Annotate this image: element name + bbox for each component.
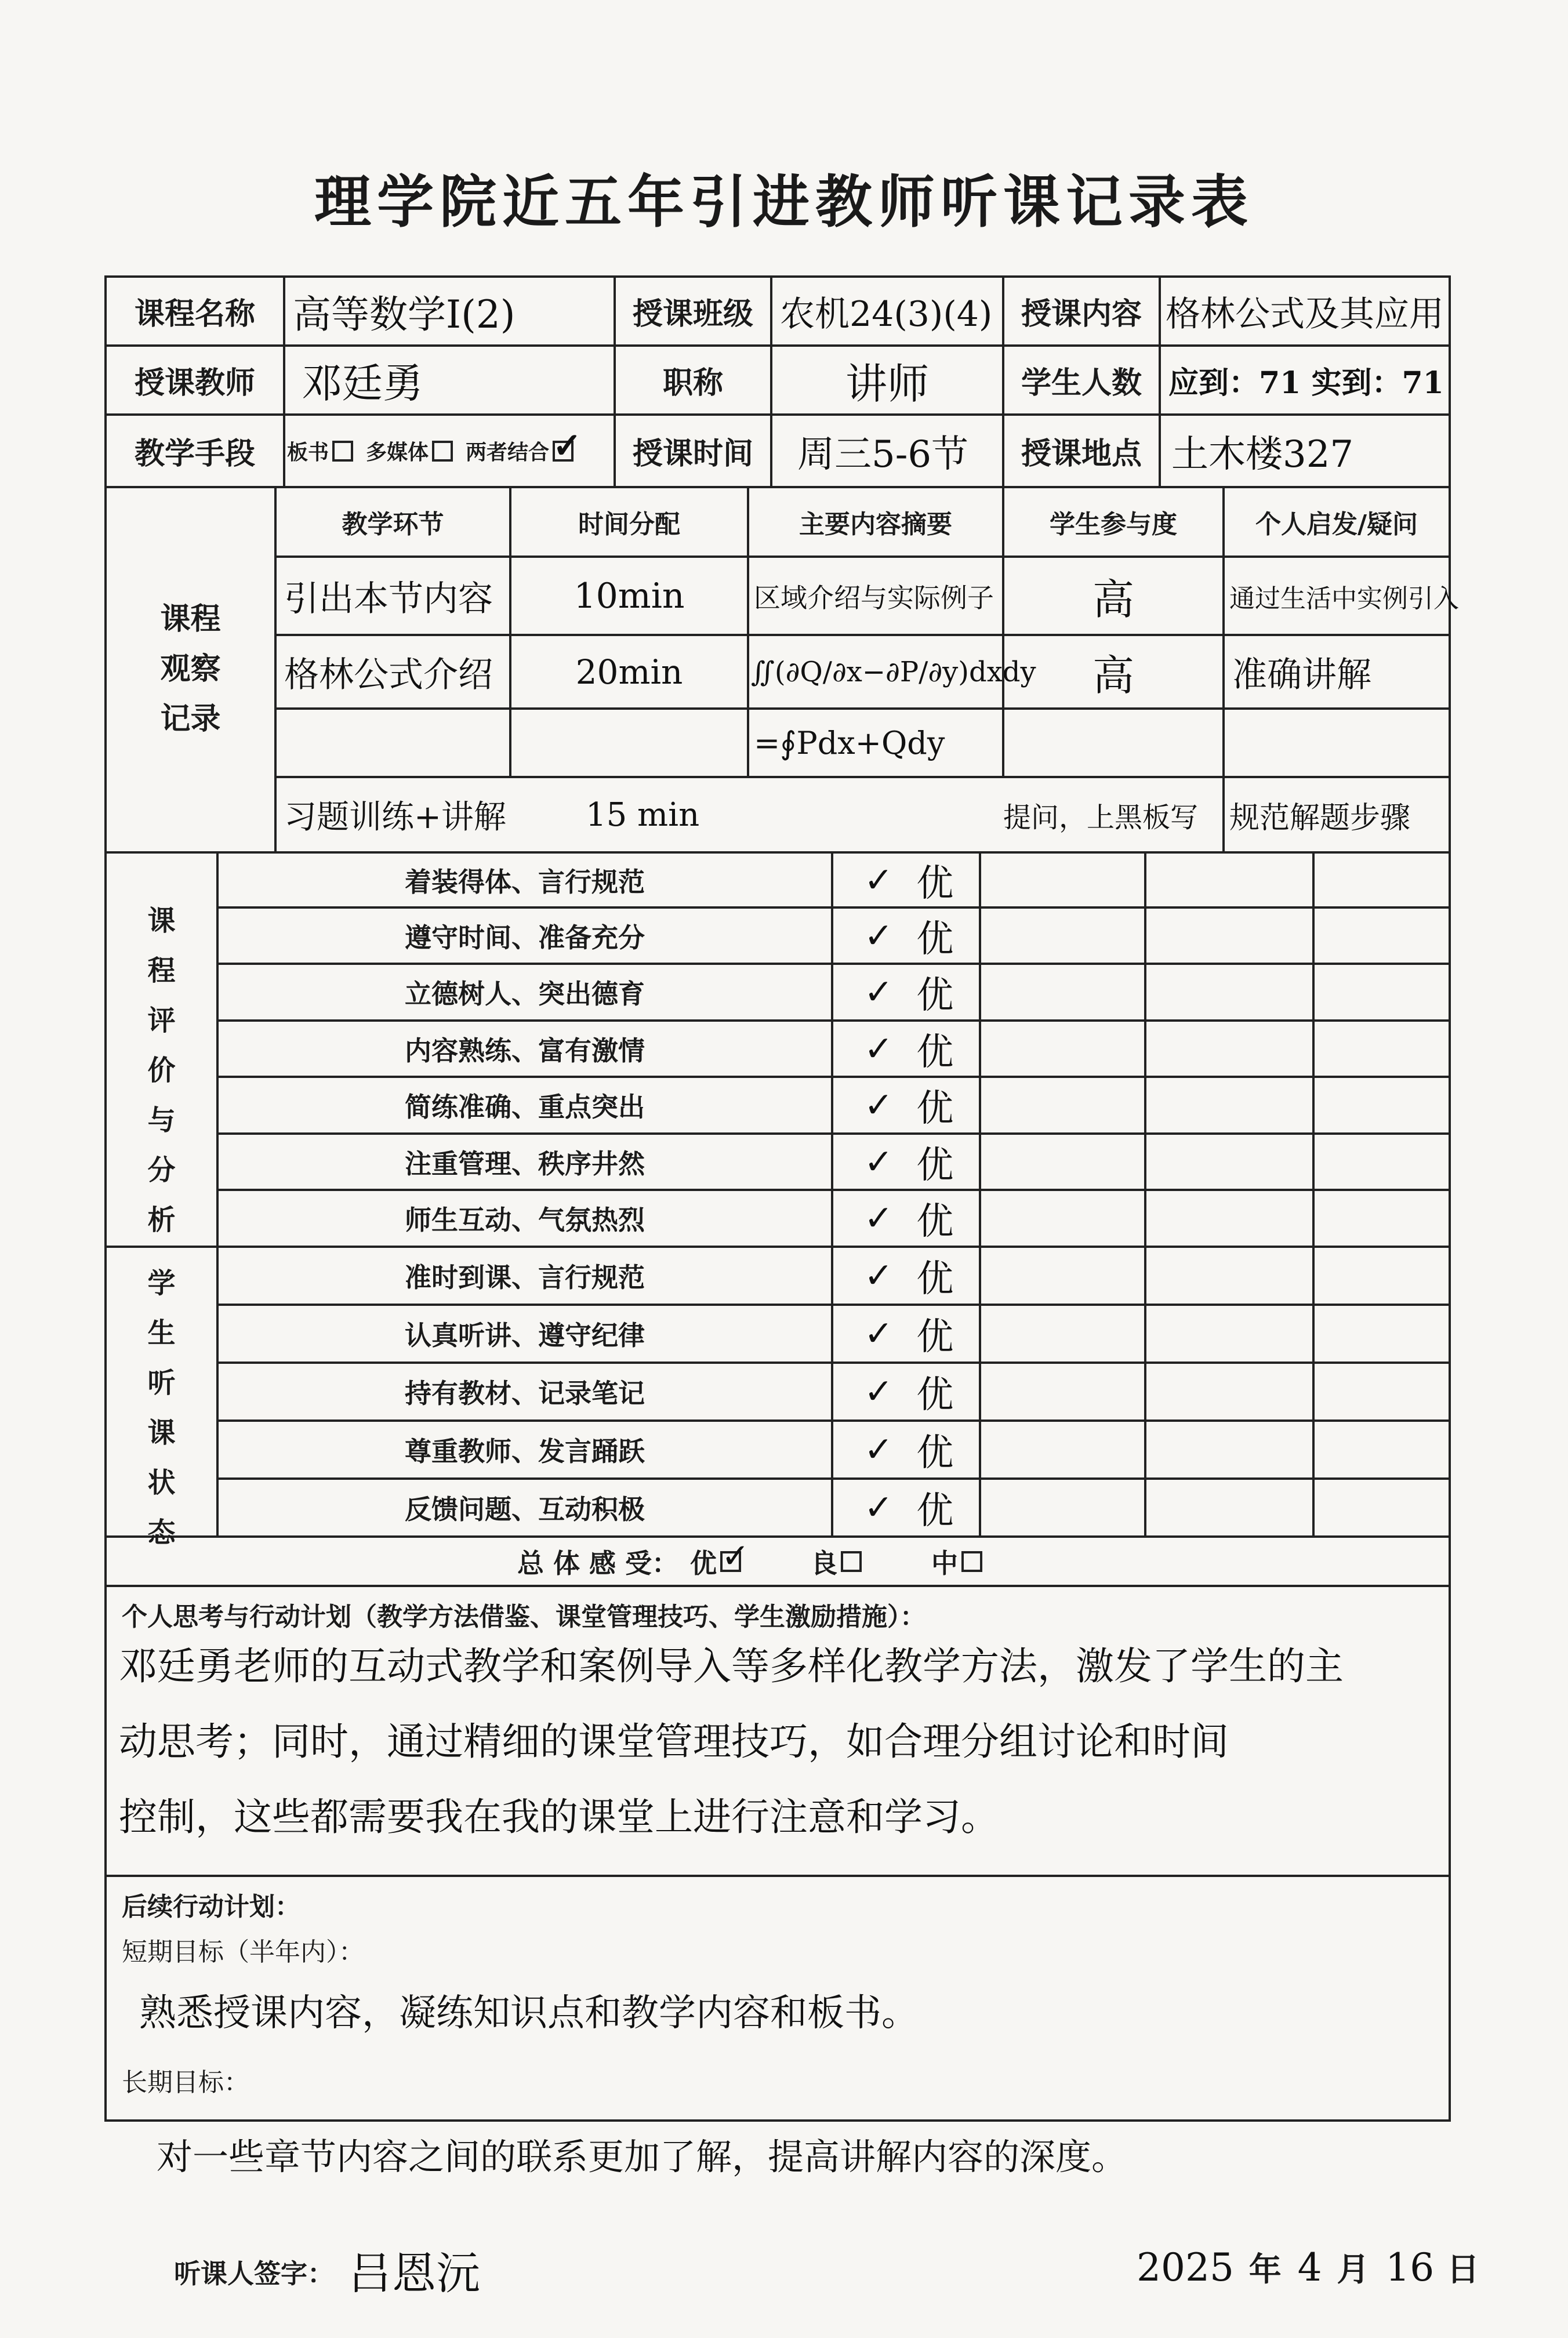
evaluation-item-5: 简练准确、重点突出 bbox=[405, 1091, 645, 1123]
content-value: 格林公式及其应用 bbox=[1166, 293, 1444, 335]
course-name-label: 课程名称 bbox=[134, 297, 255, 332]
short-term-value: 熟悉授课内容，凝练知识点和教学内容和板书。 bbox=[139, 1992, 919, 2035]
class-value: 农机24(3)(4) bbox=[780, 293, 993, 335]
date-day: 16 bbox=[1385, 2245, 1435, 2290]
evaluation-section-label: 课 程 评 价 与 分 析 bbox=[147, 905, 176, 1236]
place-label: 授课地点 bbox=[1021, 437, 1142, 471]
col-header-stage: 教学环节 bbox=[342, 510, 444, 539]
student-state-item-3-check: ✓ 优 bbox=[864, 1371, 954, 1417]
overall-opt-mid: 中 bbox=[931, 1547, 959, 1579]
overall-opt-fine: 良 bbox=[811, 1547, 838, 1579]
students-label: 学生人数 bbox=[1021, 366, 1142, 401]
obs-row-3-stage bbox=[284, 709, 510, 777]
student-state-section-label: 学 生 听 课 状 态 bbox=[147, 1267, 176, 1549]
reflection-label: 个人思考与行动计划（教学方法借鉴、课堂管理技巧、学生激励措施）： bbox=[122, 1602, 925, 1632]
form-title: 理学院近五年引进教师听课记录表 bbox=[314, 169, 1254, 235]
evaluation-item-6-check: ✓ 优 bbox=[864, 1141, 954, 1187]
means-option-media: 多媒体 bbox=[366, 441, 429, 464]
col-header-participation: 学生参与度 bbox=[1050, 510, 1177, 539]
student-state-item-5: 反馈问题、互动积极 bbox=[405, 1494, 645, 1525]
signer-label: 听课人签字： bbox=[174, 2258, 334, 2289]
obs-row-2-note: 准确讲解 bbox=[1232, 654, 1371, 695]
obs-row-2-summary: ∬(∂Q/∂x−∂P/∂y)dxdy bbox=[751, 655, 1036, 688]
evaluation-item-5-check: ✓ 优 bbox=[864, 1085, 954, 1130]
overall-check-mark: ✓ bbox=[721, 1535, 750, 1575]
obs-row-4-stage: 习题训练+讲解 bbox=[284, 798, 506, 836]
evaluation-item-2-check: ✓ 优 bbox=[864, 915, 954, 961]
means-checkbox-media[interactable] bbox=[432, 441, 453, 462]
long-term-label: 长期目标： bbox=[122, 2068, 249, 2097]
overall-opt-good: 优 bbox=[690, 1547, 717, 1579]
signed-date bbox=[1137, 2244, 1479, 2290]
obs-row-4-note: 规范解题步骤 bbox=[1229, 800, 1411, 836]
obs-row-4-time: 15 min bbox=[586, 796, 700, 834]
obs-row-4-participation: 提问，上黑板写 bbox=[1003, 801, 1199, 834]
evaluation-item-7-check: ✓ 优 bbox=[864, 1198, 954, 1243]
reflection-line-3: 控制，这些都需要我在我的课堂上进行注意和学习。 bbox=[119, 1795, 999, 1839]
evaluation-item-4: 内容熟练、富有激情 bbox=[405, 1034, 645, 1066]
overall-checkbox-mid[interactable] bbox=[961, 1551, 982, 1572]
evaluation-item-4-check: ✓ 优 bbox=[864, 1028, 954, 1074]
title-label: 职称 bbox=[662, 366, 723, 401]
student-state-item-2: 认真听讲、遵守纪律 bbox=[405, 1320, 645, 1351]
overall-label: 总 体 感 受： bbox=[517, 1547, 679, 1579]
obs-row-3-note bbox=[1229, 709, 1450, 777]
date-year: 2025 bbox=[1137, 2245, 1234, 2290]
evaluation-item-3-check: ✓ 优 bbox=[864, 972, 954, 1017]
student-state-item-1-check: ✓ 优 bbox=[864, 1255, 954, 1301]
student-state-item-4-check: ✓ 优 bbox=[864, 1429, 954, 1475]
short-term-label: 短期目标（半年内）： bbox=[122, 1937, 364, 1967]
obs-row-1-stage: 引出本节内容 bbox=[284, 578, 493, 619]
reflection-line-2: 动思考；同时，通过精细的课堂管理技巧，如合理分组讨论和时间 bbox=[119, 1719, 1229, 1764]
obs-row-1-summary: 区域介绍与实际例子 bbox=[754, 582, 994, 613]
place-value: 土木楼327 bbox=[1171, 433, 1354, 476]
time-value: 周三5-6节 bbox=[797, 433, 969, 476]
student-state-item-3: 持有教材、记录笔记 bbox=[405, 1378, 645, 1409]
obs-row-2-time: 20min bbox=[575, 652, 683, 692]
student-state-item-2-check: ✓ 优 bbox=[864, 1313, 954, 1359]
evaluation-item-6: 注重管理、秩序井然 bbox=[405, 1148, 645, 1179]
means-options bbox=[287, 415, 615, 487]
evaluation-item-2: 遵守时间、准备充分 bbox=[405, 921, 645, 953]
overall-row bbox=[106, 1537, 1450, 1586]
evaluation-item-7: 师生互动、气氛热烈 bbox=[405, 1204, 645, 1236]
date-month-unit: 月 bbox=[1337, 2251, 1370, 2289]
obs-row-3-summary: =∮Pdx+Qdy bbox=[754, 724, 945, 761]
student-state-item-1: 准时到课、言行规范 bbox=[405, 1262, 645, 1293]
evaluation-item-3: 立德树人、突出德育 bbox=[405, 978, 645, 1010]
title-value: 讲师 bbox=[845, 359, 929, 408]
obs-row-1-time: 10min bbox=[574, 575, 685, 616]
students-value: 应到：71 实到：71 bbox=[1168, 365, 1444, 401]
observation-section-label: 课程 观察 记录 bbox=[160, 602, 221, 736]
means-checkbox-board[interactable] bbox=[332, 441, 353, 462]
col-header-time: 时间分配 bbox=[578, 510, 680, 539]
obs-row-2-stage: 格林公式介绍 bbox=[284, 654, 493, 695]
obs-row-1-participation: 高 bbox=[1092, 575, 1134, 624]
overall-checkbox-fine[interactable] bbox=[841, 1551, 862, 1572]
time-label: 授课时间 bbox=[632, 437, 753, 471]
evaluation-item-1-check: ✓ 优 bbox=[864, 859, 954, 905]
date-month: 4 bbox=[1297, 2245, 1322, 2290]
teacher-value: 邓廷勇 bbox=[302, 360, 423, 407]
obs-row-4-summary bbox=[754, 777, 1003, 852]
obs-row-3-participation bbox=[1003, 709, 1224, 777]
col-header-note: 个人启发/疑问 bbox=[1255, 510, 1418, 539]
obs-row-3-time bbox=[510, 709, 748, 777]
means-label: 教学手段 bbox=[134, 437, 255, 471]
reflection-line-1: 邓廷勇老师的互动式教学和案例导入等多样化教学方法，激发了学生的主 bbox=[119, 1644, 1344, 1689]
means-check-mark: ✓ bbox=[553, 425, 582, 466]
long-term-value: 对一些章节内容之间的联系更加了解，提高讲解内容的深度。 bbox=[157, 2136, 1128, 2178]
student-state-item-4: 尊重教师、发言踊跃 bbox=[405, 1436, 645, 1467]
obs-row-2-participation: 高 bbox=[1092, 651, 1134, 700]
class-label: 授课班级 bbox=[632, 297, 753, 332]
means-option-board: 板书 bbox=[287, 441, 329, 464]
evaluation-item-1: 着装得体、言行规范 bbox=[405, 866, 645, 898]
course-name-value: 高等数学Ⅰ(2) bbox=[293, 292, 516, 337]
content-label: 授课内容 bbox=[1021, 297, 1142, 332]
overall-checkbox-good[interactable] bbox=[720, 1535, 750, 1575]
teacher-label: 授课教师 bbox=[134, 366, 255, 401]
date-year-unit: 年 bbox=[1248, 2251, 1282, 2289]
col-header-summary: 主要内容摘要 bbox=[799, 510, 952, 539]
obs-row-1-note: 通过生活中实例引入 bbox=[1229, 583, 1459, 613]
plan-label: 后续行动计划： bbox=[122, 1892, 300, 1922]
date-day-unit: 日 bbox=[1447, 2251, 1480, 2289]
student-state-item-5-check: ✓ 优 bbox=[864, 1487, 954, 1533]
signer-signature: 吕恩沅 bbox=[348, 2248, 480, 2299]
means-option-both: 两者结合 bbox=[466, 441, 550, 464]
means-checkbox-both[interactable] bbox=[553, 425, 582, 466]
